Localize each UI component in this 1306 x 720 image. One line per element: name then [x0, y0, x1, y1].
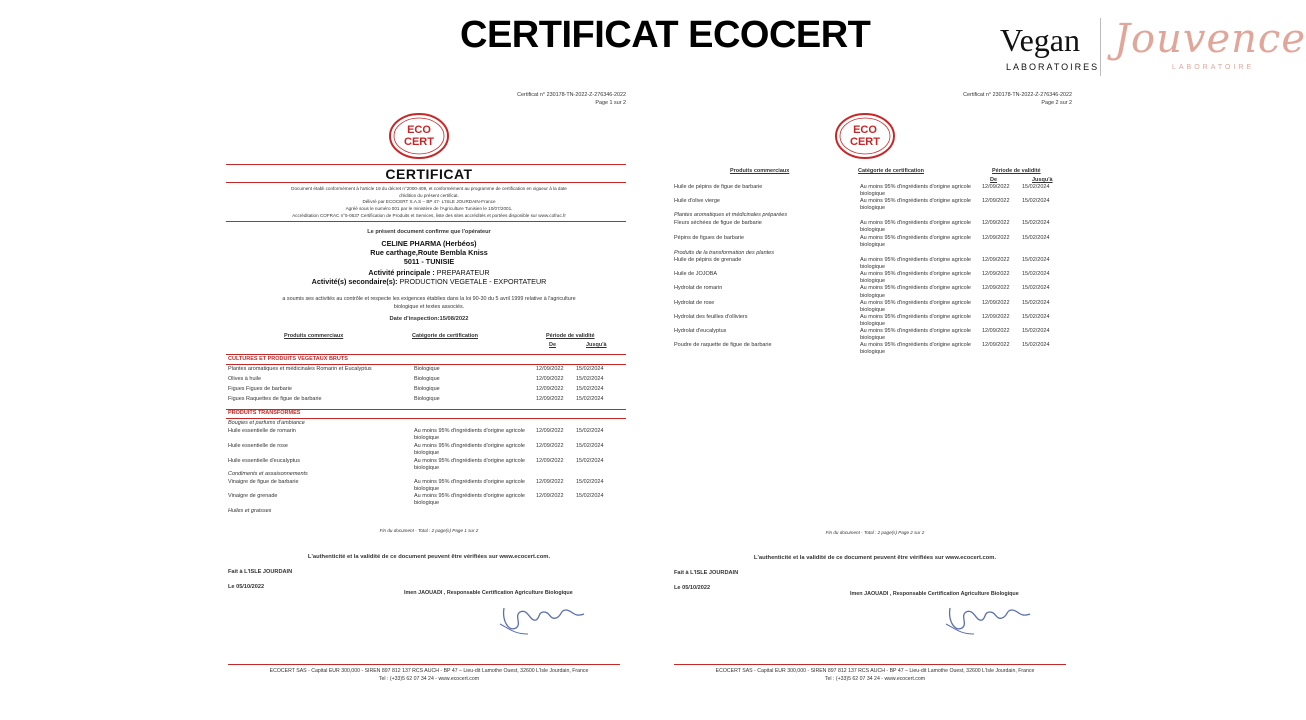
date-to-cell: 15/02/2024 — [1022, 184, 1050, 190]
category-cell: Au moins 95% d'ingrédients d'origine agricole biologique — [414, 428, 525, 442]
date-to-cell: 15/02/2024 — [576, 458, 604, 464]
category-cell: Au moins 95% d'ingrédients d'origine agricole biologique — [860, 313, 971, 327]
issue-date: Le 05/10/2022 — [674, 585, 711, 591]
product-cell: Fleurs séchées de figue de barbarie — [674, 220, 762, 226]
category-cell: Au moins 95% d'ingrédients d'origine agricole biologique — [860, 285, 971, 299]
secondary-activity-label: Activité(s) secondaire(s): — [311, 277, 398, 286]
product-cell: Figues Figues de barbarie — [228, 386, 292, 392]
divider — [226, 221, 626, 222]
made-at: Fait à L'ISLE JOURDAIN — [674, 570, 739, 576]
column-header-from: De — [549, 342, 557, 348]
secondary-activity — [222, 277, 636, 286]
footer-line: Tel : (+33)5 62 07 34 24 - www.ecocert.com — [824, 675, 926, 682]
certificate-number: Certificat n° 230178-TN-2022-Z-276346-2022 — [517, 92, 626, 98]
intro-line: Délivré par ECOCERT S.A.S – BP 47- L'ISLE JOURDAIN-France — [362, 199, 496, 205]
table-row — [228, 428, 618, 444]
operator-address-1: Rue carthage,Route Bembla Kniss — [370, 248, 488, 257]
certificate-heading: CERTIFICAT — [385, 166, 473, 182]
divider — [226, 364, 626, 365]
date-to-cell: 15/02/2024 — [576, 396, 604, 402]
category-cell: Au moins 95% d'ingrédients d'origine agricole biologique — [860, 220, 971, 234]
seal-text-top: ECO — [853, 124, 877, 136]
category-cell: Au moins 95% d'ingrédients d'origine agricole biologique — [860, 328, 971, 342]
slide-title: CERTIFICAT ECOCERT — [460, 14, 871, 56]
date-from-cell: 12/09/2022 — [982, 198, 1010, 204]
column-header-category: Catégorie de certification — [412, 333, 479, 339]
end-of-document-note: Fin du document - Total : 2 page(s) Page 2 sur 2 — [825, 530, 925, 535]
authenticity-note: L'authenticité et la validité de ce document peuvent être vérifiées sur www.ecocert.com. — [753, 555, 997, 561]
date-from-cell: 12/09/2022 — [982, 271, 1010, 278]
product-cell: Olives à huile — [228, 376, 262, 382]
date-to-cell: 15/02/2024 — [1022, 257, 1050, 263]
secondary-activity-value: PRODUCTION VEGETALE - EXPORTATEUR — [399, 277, 547, 286]
operator-address-2: 5011 - TUNISIE — [403, 257, 455, 266]
date-from-cell: 12/09/2022 — [536, 386, 564, 392]
date-to-cell: 15/02/2024 — [576, 366, 604, 372]
main-activity-value: PREPARATEUR — [436, 268, 490, 277]
product-cell: Hydrolat d'eucalyptus — [674, 328, 727, 334]
product-cell: Huile essentielle d'eucalyptus — [228, 458, 300, 464]
column-header-to: Jusqu'à — [1032, 177, 1053, 183]
category-label: Huiles et graisses — [228, 508, 272, 514]
date-from-cell: 12/09/2022 — [982, 313, 1010, 320]
date-from-cell: 12/09/2022 — [536, 376, 564, 382]
logo-divider — [1100, 18, 1101, 76]
date-to-cell: 15/02/2024 — [1022, 271, 1050, 278]
date-to-cell: 15/02/2024 — [1022, 285, 1050, 292]
intro-text — [222, 186, 636, 219]
page-number: Page 2 sur 2 — [1041, 99, 1072, 106]
date-from-cell: 12/09/2022 — [982, 220, 1010, 226]
product-cell: Huile de pépins de grenade — [674, 257, 742, 263]
authenticity-note: L'authenticité et la validité de ce document peuvent être vérifiées sur www.ecocert.com. — [307, 554, 551, 560]
divider — [228, 664, 620, 665]
vegan-logo-sub: LABORATOIRES — [1006, 62, 1100, 72]
date-from-cell: 12/09/2022 — [536, 458, 564, 464]
vegan-logo-name: Vegan — [1000, 22, 1080, 58]
date-to-cell: 15/02/2024 — [1022, 198, 1050, 204]
footer-line: Tel : (+33)5 62 07 34 24 - www.ecocert.com — [378, 675, 480, 682]
footer-line: ECOCERT SAS - Capital EUR 300,000 - SIREN 897 812 137 RCS AUCH - BP 47 – Lieu-dit Lamothe Ouest, 32600 L'Isle Jourdain, France — [269, 668, 589, 674]
date-to-cell: 15/02/2024 — [576, 386, 604, 392]
category-label: Produits de la transformation des plantes — [674, 250, 774, 256]
section-title: CULTURES ET PRODUITS VEGETAUX BRUTS — [228, 356, 348, 362]
signatory: Imen JAOUADI , Responsable Certification Agriculture Biologique — [404, 590, 573, 596]
table-row — [674, 342, 1064, 358]
seal-text-top: ECO — [407, 124, 431, 136]
product-cell: Figues Raquettes de figue de barbarie — [228, 396, 322, 402]
date-from-cell: 12/09/2022 — [536, 443, 564, 449]
inspection-date: Date d'inspection:15/08/2022 — [389, 316, 469, 322]
column-header-products: Produits commerciaux — [730, 168, 790, 174]
operator-name: CELINE PHARMA (Herbéos) — [381, 239, 477, 248]
issue-date: Le 05/10/2022 — [228, 584, 265, 590]
date-from-cell: 12/09/2022 — [982, 299, 1010, 306]
date-from-cell: 12/09/2022 — [536, 428, 564, 434]
ecocert-seal-icon — [834, 112, 896, 160]
date-to-cell: 15/02/2024 — [576, 479, 604, 485]
category-cell: Au moins 95% d'ingrédients d'origine agricole biologique — [414, 493, 525, 507]
date-to-cell: 15/02/2024 — [576, 493, 604, 499]
category-cell: Au moins 95% d'ingrédients d'origine agricole biologique — [860, 271, 971, 285]
category-cell: Au moins 95% d'ingrédients d'origine agricole biologique — [860, 299, 971, 313]
column-header-from: De — [990, 177, 998, 183]
table-row — [674, 220, 1064, 236]
signature-icon — [494, 598, 594, 640]
signatory: Imen JAOUADI , Responsable Certification Agriculture Biologique — [850, 591, 1019, 597]
operator-block — [222, 239, 636, 266]
category-cell: Au moins 95% d'ingrédients d'origine agricole biologique — [414, 443, 525, 457]
date-from-cell: 12/09/2022 — [536, 479, 564, 485]
column-header-validity: Période de validité — [992, 168, 1041, 174]
signature-icon — [940, 598, 1040, 640]
brand-logos — [996, 16, 1306, 80]
date-from-cell: 12/09/2022 — [536, 493, 564, 499]
footer — [222, 668, 636, 684]
confirm-text: Le présent document confirme que l'opérateur — [367, 229, 491, 235]
category-label: Bougies et parfums d'ambiance — [228, 420, 305, 426]
product-cell: Pépins de figues de barbarie — [674, 235, 745, 241]
page-number: Page 1 sur 2 — [595, 99, 626, 106]
category-cell: Biologique — [414, 386, 440, 392]
date-to-cell: 15/02/2024 — [576, 443, 604, 449]
divider — [226, 354, 626, 355]
seal-text-bottom: CERT — [850, 136, 880, 148]
category-cell: Biologique — [414, 376, 440, 382]
footer — [668, 668, 1082, 684]
submission-text — [222, 296, 636, 311]
divider — [674, 664, 1066, 665]
product-cell: Poudre de raquette de figue de barbarie — [674, 342, 772, 349]
category-cell: Au moins 95% d'ingrédients d'origine agricole biologique — [860, 235, 971, 249]
certificate-number: Certificat n° 230178-TN-2022-Z-276346-2022 — [963, 92, 1072, 98]
main-activity — [222, 268, 636, 277]
intro-line: Document établi conformément à l'article 19 du décret n°2000-409, et conformément au programme de certification en vigueur à la date — [291, 186, 567, 191]
product-cell: Huile d'olive vierge — [674, 198, 720, 204]
category-label: Plantes aromatiques et médicinales préparées — [674, 212, 788, 218]
date-to-cell: 15/02/2024 — [576, 376, 604, 382]
divider — [226, 418, 626, 419]
date-from-cell: 12/09/2022 — [536, 396, 564, 402]
jouvence-logo-name: Jouvence — [1114, 16, 1306, 62]
ecocert-seal-icon — [388, 112, 450, 160]
date-to-cell: 15/02/2024 — [1022, 235, 1050, 241]
product-cell: Huile essentielle de romarin — [228, 428, 296, 434]
footer-line: ECOCERT SAS - Capital EUR 300,000 - SIREN 897 812 137 RCS AUCH - BP 47 – Lieu-dit Lamothe Ouest, 32600 L'Isle Jourdain, France — [715, 668, 1035, 674]
product-cell: Hydrolat des feuilles d'olliviers — [674, 313, 748, 320]
made-at: Fait à L'ISLE JOURDAIN — [228, 569, 293, 575]
table-row — [228, 493, 618, 509]
product-cell: Huile essentielle de rose — [228, 443, 288, 449]
date-from-cell: 12/09/2022 — [982, 235, 1010, 241]
category-cell: Au moins 95% d'ingrédients d'origine agricole biologique — [860, 257, 971, 271]
submission-line: a soumis ses activités au contrôle et respecte les exigences établies dans la loi 90-30 du 5 avril 1999 relative à l'agriculture — [282, 296, 576, 302]
certificate-reference — [517, 92, 626, 108]
date-to-cell: 15/02/2024 — [1022, 299, 1050, 306]
date-to-cell: 15/02/2024 — [1022, 328, 1050, 334]
product-cell: Plantes aromatiques et médicinales Romarin et Eucalyptus — [228, 366, 372, 372]
product-cell: Huile de pépins de figue de barbarie — [674, 184, 763, 190]
column-header-category: Catégorie de certification — [858, 168, 925, 174]
product-cell: Vinaigre de figue de barbarie — [228, 479, 299, 485]
table-row — [228, 443, 618, 459]
category-cell: Au moins 95% d'ingrédients d'origine agricole biologique — [860, 184, 971, 198]
date-to-cell: 15/02/2024 — [576, 428, 604, 434]
date-to-cell: 15/02/2024 — [1022, 342, 1050, 349]
certificate-reference — [963, 92, 1072, 108]
date-from-cell: 12/09/2022 — [536, 366, 564, 372]
date-to-cell: 15/02/2024 — [1022, 220, 1050, 226]
column-header-products: Produits commerciaux — [284, 333, 344, 339]
date-from-cell: 12/09/2022 — [982, 184, 1010, 190]
date-from-cell: 12/09/2022 — [982, 257, 1010, 263]
certificate-page-1 — [222, 88, 636, 692]
submission-line: biologique et textes associés. — [393, 303, 465, 310]
product-cell: Huile de JOJOBA — [674, 271, 718, 278]
product-cell: Vinaigre de grenade — [228, 493, 278, 499]
intro-line: Agréé sous le numéro 001 par le ministère de l'Agriculture Tunisien le 10/07/2001. — [345, 205, 513, 211]
intro-line: Accréditation COFRAC n°5-0637 Certification de Produits et Services, liste des sites accrédités et portées disponible sur www.cofrac.fr — [292, 212, 566, 218]
intro-line: d'édition du présent certificat. — [399, 192, 459, 198]
product-cell: Hydrolat de romarin — [674, 285, 723, 292]
category-cell: Au moins 95% d'ingrédients d'origine agricole biologique — [860, 198, 971, 212]
table-row — [674, 235, 1064, 251]
date-from-cell: 12/09/2022 — [982, 342, 1010, 349]
date-to-cell: 15/02/2024 — [1022, 313, 1050, 320]
product-cell: Hydrolat de rose — [674, 299, 715, 306]
certificate-page-2 — [668, 88, 1082, 692]
category-cell: Au moins 95% d'ingrédients d'origine agricole biologique — [414, 458, 525, 472]
column-header-validity: Période de validité — [546, 333, 595, 339]
date-from-cell: 12/09/2022 — [982, 285, 1010, 292]
main-activity-label: Activité principale : — [368, 268, 435, 277]
category-cell: Au moins 95% d'ingrédients d'origine agricole biologique — [860, 342, 971, 356]
category-cell: Biologique — [414, 396, 440, 402]
category-cell: Biologique — [414, 366, 440, 372]
jouvence-logo-sub: LABORATOIRE — [1172, 64, 1255, 71]
category-cell: Au moins 95% d'ingrédients d'origine agricole biologique — [414, 479, 525, 493]
category-label: Condiments et assaisonnements — [228, 471, 308, 477]
date-from-cell: 12/09/2022 — [982, 328, 1010, 334]
section-title: PRODUITS TRANSFORMES — [228, 410, 301, 416]
seal-text-bottom: CERT — [404, 136, 434, 148]
divider — [226, 182, 626, 183]
end-of-document-note: Fin du document - Total : 2 page(s) Page 1 sur 2 — [379, 528, 479, 533]
column-header-to: Jusqu'à — [586, 342, 607, 348]
